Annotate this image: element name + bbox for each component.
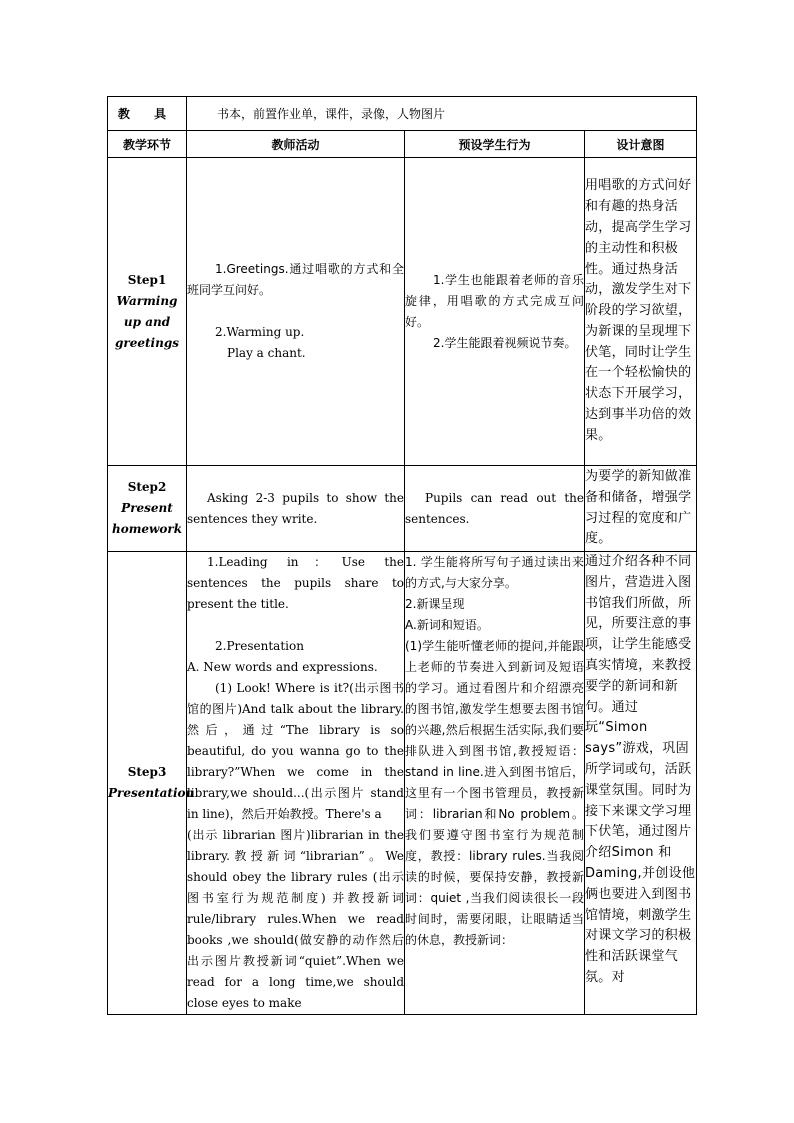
step3-student-line: 2.新课呈现 (405, 597, 465, 611)
step3-title: Step3 (127, 765, 167, 779)
step3-row (108, 552, 697, 1015)
step2-label (108, 466, 187, 552)
step1-title: Step1 (127, 272, 167, 287)
step1-student-line: 2.学生能跟着视频说节奏。 (433, 335, 577, 350)
step2-subtitle: Present homework (111, 501, 183, 536)
step3-teacher-line: (1) Look! Where is it?(出示图书馆的图片)And talk about the library.然后，通过“The library is so beautiful, do you wanna go to the library?”When we come in the library,we should...(出示图片 stand in line)，然后开始教授。There's a (187, 681, 404, 821)
tools-label: 教 具 (108, 97, 187, 131)
header-students: 预设学生行为 (405, 131, 585, 158)
step3-subtitle: Presentation (108, 786, 195, 800)
step2-teacher (187, 466, 405, 552)
step1-students (405, 158, 585, 466)
step3-intent: 通过介绍各种不同图片，营造进入图书馆我们所做，所见，所要注意的事项，让学生能感受真实情境，来教授要学的新词和新句。通过玩“Simon says”游戏，巩固所学词或句，活跃课堂氛围。同时为接下来课文学习埋下伏笔，通过图片介绍Simon 和 Daming,并创设他俩也要进入到图书馆情境，刺激学生对课文学习的积极性和活跃课堂气氛。对 (585, 552, 697, 1015)
step3-teacher-line: 1.Leading in：Use the sentences the pupils share to present the title. (187, 555, 404, 611)
step1-label (108, 158, 187, 466)
header-teacher: 教师活动 (187, 131, 405, 158)
tools-row (108, 97, 697, 131)
step3-teacher-line: A. New words and expressions. (187, 660, 378, 674)
step1-intent: 用唱歌的方式问好和有趣的热身活动，提高学生学习的主动性和积极性。通过热身活动，激发学生对下阶段的学习欲望，为新课的呈现埋下伏笔，同时让学生在一个轻松愉快的状态下开展学习，达到事半功倍的效果。 (585, 158, 697, 466)
step3-student-line: (1)学生能听懂老师的提问,并能跟上老师的节奏进入到新词及短语的学习。通过看图片和介绍漂亮的图书馆,激发学生想要去图书馆的兴趣,然后根据生活实际,我们要排队进入到图书馆,教授短语：stand in line.进入到图书馆后，这里有一个图书管理员，教授新词：librarian和No problem。我们要遵守图书室行为规范制度，教授：library rules.当我阅读的时候，要保持安静，教授新词：quiet ,当我们阅读很长一段时间时，需要闭眼，让眼睛适当的休息，教授新词： (405, 639, 584, 947)
step1-row (108, 158, 697, 466)
step1-teacher-line: 2.Warming up. (215, 325, 305, 339)
step3-students (405, 552, 585, 1015)
step1-teacher (187, 158, 405, 466)
step1-teacher-line: Play a chant. (227, 346, 306, 360)
header-intent: 设计意图 (585, 131, 697, 158)
step3-label (108, 552, 195, 1015)
step1-teacher-line: 1.Greetings.通过唱歌的方式和全班同学互问好。 (187, 262, 404, 297)
step3-student-line: A.新词和短语。 (405, 618, 489, 632)
step2-students-text: Pupils can read out the sentences. (405, 490, 584, 526)
step1-subtitle: Warming up and greetings (115, 293, 179, 350)
step3-teacher (187, 552, 405, 1015)
step2-students (405, 466, 585, 552)
step2-intent: 为要学的新知做准备和储备，增强学习过程的宽度和广度。 (585, 466, 697, 552)
step2-row (108, 466, 697, 552)
step1-student-line: 1.学生也能跟着老师的音乐旋律，用唱歌的方式完成互问好。 (405, 272, 584, 329)
header-stage: 教学环节 (108, 131, 187, 158)
step3-teacher-line: 2.Presentation (215, 639, 304, 653)
step3-teacher-line: (出示 librarian 图片)librarian in the library.教授新词“librarian”。We should obey the library rules (出示图书室行为规范制度) 并教授新词 rule/library rules.When we read books ,we should(做安静的动作然后出示图片教授新词“quiet”.When we read for a long time,we should close eyes to make (187, 828, 404, 1010)
step3-student-line: 1. 学生能将所写句子通过读出来的方式,与大家分享。 (405, 555, 584, 590)
step2-title: Step2 (127, 480, 167, 494)
tools-value: 书本，前置作业单，课件，录像，人物图片 (187, 97, 697, 131)
step2-teacher-text: Asking 2-3 pupils to show the sentences they write. (187, 490, 404, 526)
header-row (108, 131, 697, 158)
lesson-plan-table (107, 96, 697, 1015)
